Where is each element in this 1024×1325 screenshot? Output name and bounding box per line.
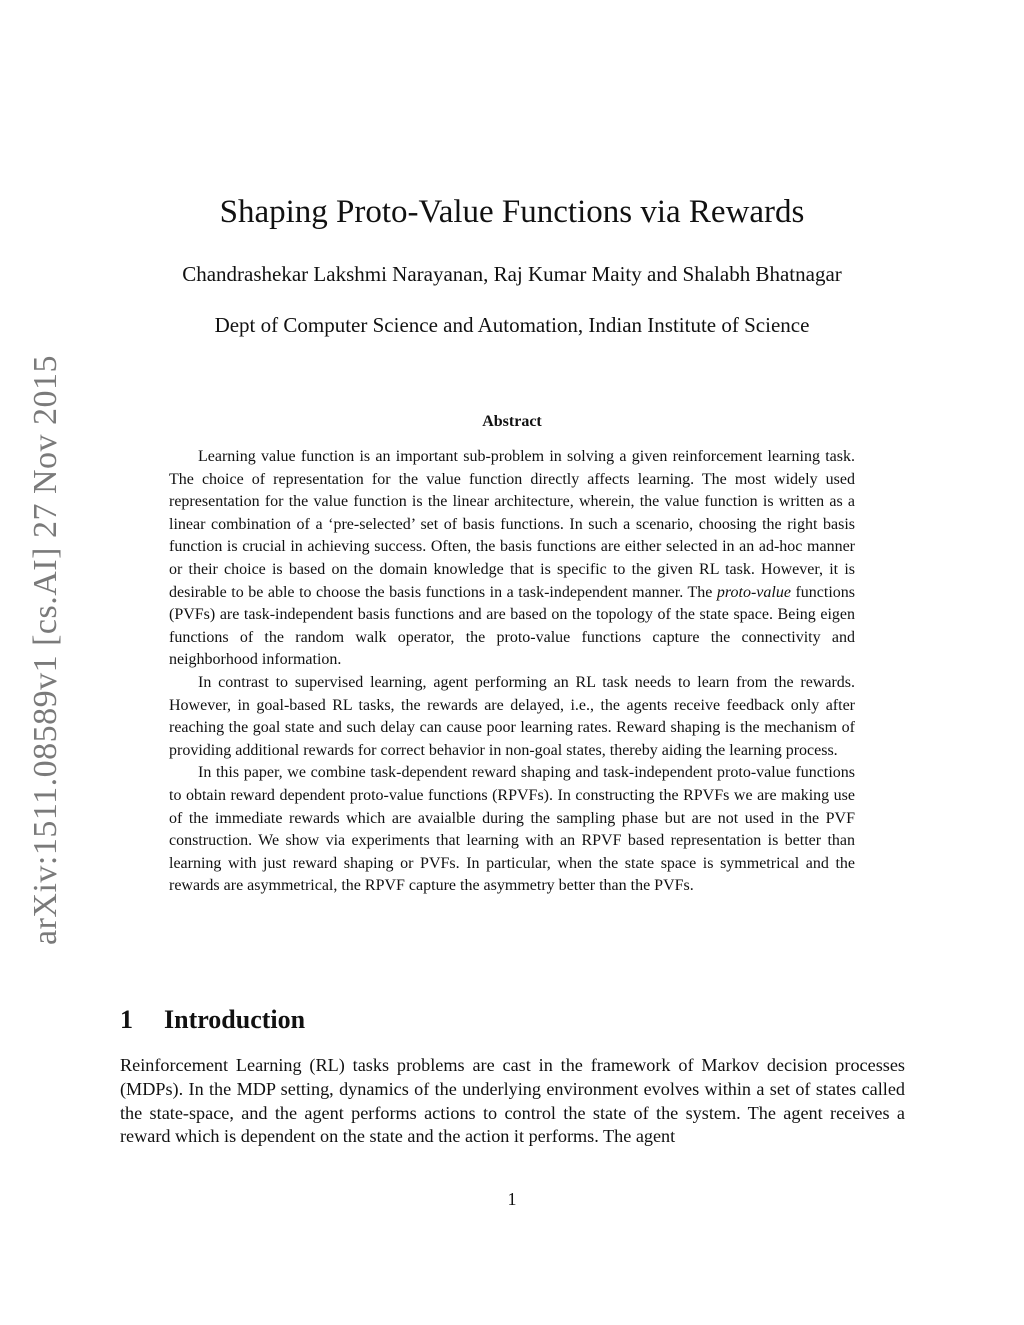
- page-number: 1: [507, 1189, 517, 1209]
- author-affiliation: Dept of Computer Science and Automation, Indian Institute of Science: [214, 313, 810, 337]
- introduction-paragraph: Reinforcement Learning (RL) tasks problems are cast in the framework of Markov decision processes (MDPs). In the MDP setting, dynamics of the underlying environment evolves within a set of states called the state-space, and the agent performs actions to control the state of the system. The agent receives a reward which is dependent on the state and the action it performs. The agent: [120, 1055, 905, 1147]
- abstract-paragraph: [169, 446, 855, 672]
- abstract-text: functions (PVFs) are task-independent basis functions and are based on the topology of the state space. Being eigen functions of the random walk operator, the proto-value functions capture the connectivity and neighborhood information.: [169, 583, 856, 669]
- section-title: Introduction: [164, 1005, 306, 1034]
- author-list: Chandrashekar Lakshmi Narayanan, Raj Kumar Maity and Shalabh Bhatnagar: [182, 262, 842, 286]
- section-number: 1: [120, 1005, 133, 1034]
- section-heading: [120, 1004, 305, 1036]
- abstract-italic-term: proto-value: [716, 583, 791, 601]
- abstract-text: Learning value function is an important sub-problem in solving a given reinforcement learning task. The choice of representation for the value function directly affects learning. The most widely used representation for the value function is the linear architecture, wherein, the value function is written as a linear combination of a ‘pre-selected’ set of basis functions. In such a scenario, choosing the right basis function is crucial in achieving success. Often, the basis functions are either selected in an ad-hoc manner or their choice is based on the domain knowledge that is specific to the given RL task. However, it is desirable to be able to choose the basis functions in a task-independent manner. The: [169, 448, 855, 601]
- arxiv-identifier-stamp: arXiv:1511.08589v1 [cs.AI] 27 Nov 2015: [27, 355, 64, 945]
- abstract-paragraph: In contrast to supervised learning, agent performing an RL task needs to learn from the rewards. However, in goal-based RL tasks, the rewards are delayed, i.e., the agents receive feedback only after reaching the goal state and such delay can cause poor learning rates. Reward shaping is the mechanism of providing additional rewards for correct behavior in non-goal states, thereby aiding the learning process.: [169, 673, 855, 759]
- abstract-paragraph: In this paper, we combine task-dependent reward shaping and task-independent proto-value functions to obtain reward dependent proto-value functions (RPVFs). In constructing the RPVFs we are making use of the immediate rewards which are avaialble during the sampling phase but are not used in the PVF construction. We show via experiments that learning with an RPVF based representation is better than learning with just reward shaping or PVFs. In particular, when the state space is symmetrical and the rewards are asymmetrical, the RPVF capture the asymmetry better than the PVFs.: [169, 764, 855, 895]
- abstract-body: [169, 446, 855, 898]
- paper-title: Shaping Proto-Value Functions via Rewards: [219, 194, 805, 230]
- abstract-heading: Abstract: [482, 413, 542, 430]
- introduction-body: [120, 1054, 905, 1149]
